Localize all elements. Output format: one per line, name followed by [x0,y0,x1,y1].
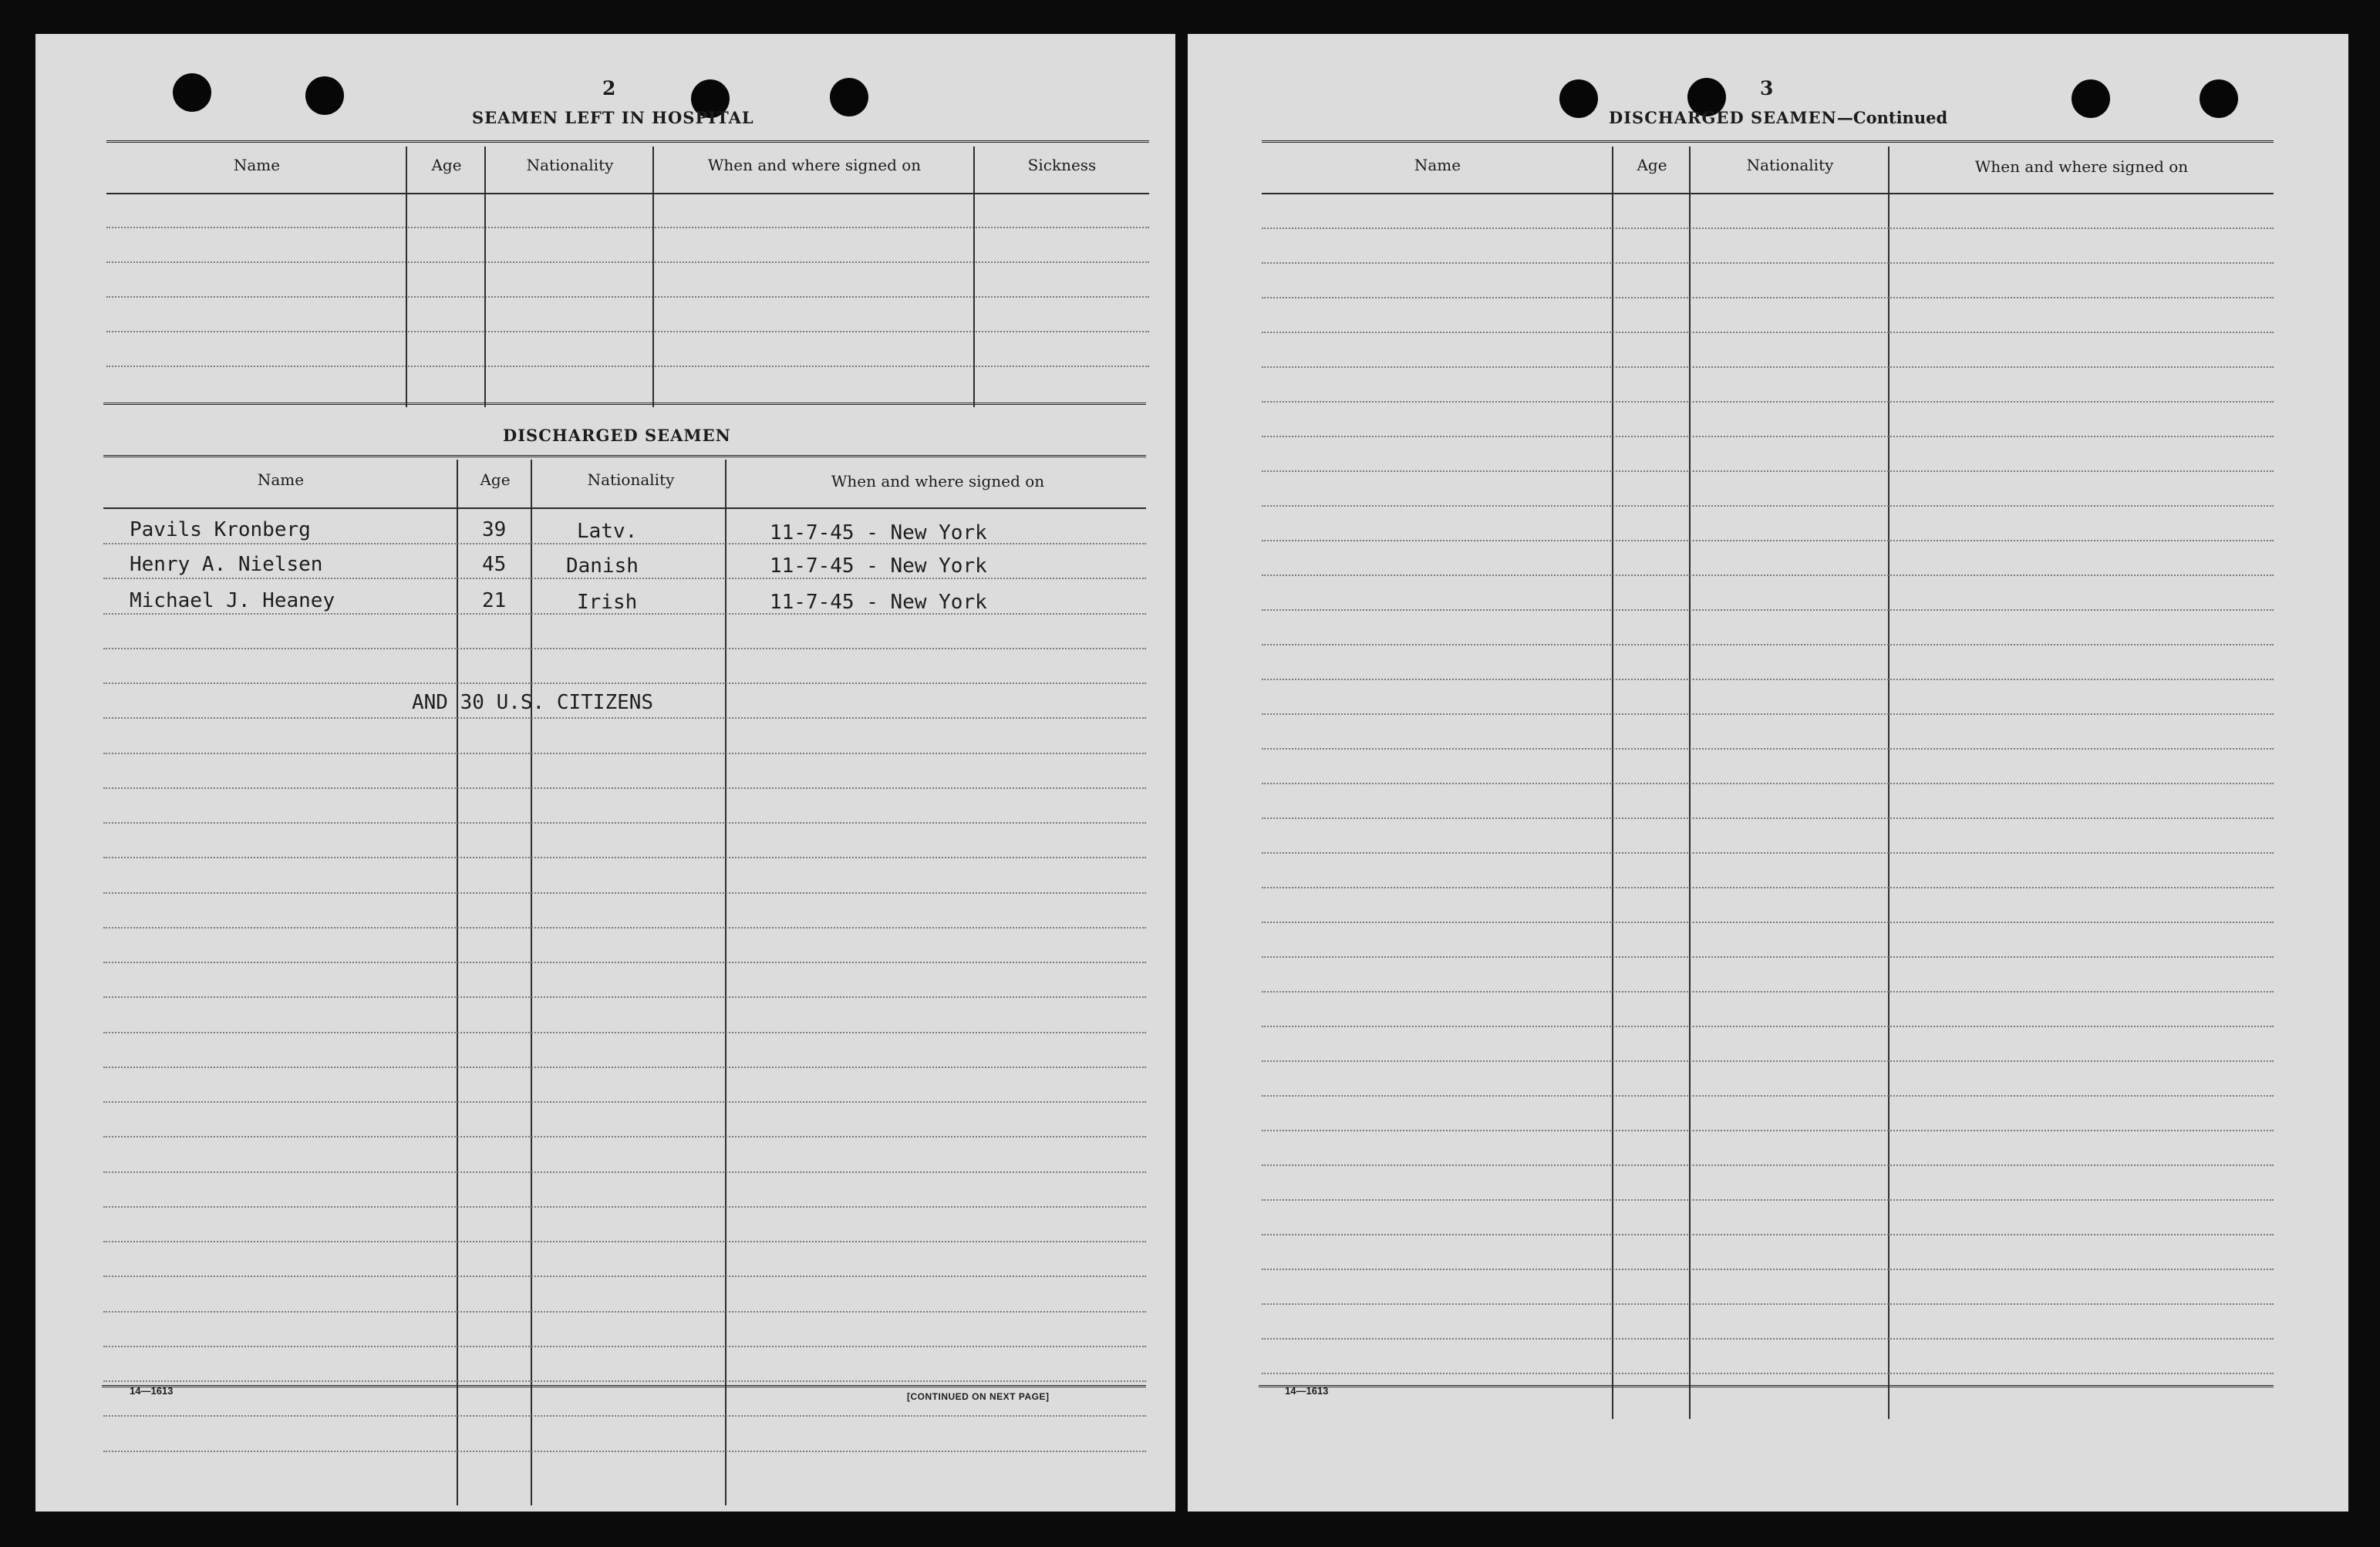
seaman-age: 21 [482,589,507,612]
table-ruling [106,366,1149,367]
hospital-col-age: Age [431,156,462,174]
table-divider [652,147,654,407]
col-nationality: Nationality [1746,156,1834,174]
table-ruling [103,682,1146,684]
table-ruling [103,1346,1146,1347]
table-ruling [1262,436,2274,437]
discharged-col-age: Age [480,470,511,489]
col-name: Name [1414,156,1461,174]
punch-hole [173,73,211,112]
table-ruling [106,331,1149,332]
table-ruling [1262,470,2274,472]
table-ruling [106,261,1149,263]
table-ruling [1262,297,2274,298]
seaman-nationality: Latv. [577,520,638,543]
form-number: 14—1613 [1285,1385,1329,1397]
discharged-col-signed-on: When and where signed on [831,472,1045,490]
table-ruling [103,578,1146,579]
table-ruling [1262,540,2274,541]
table-ruling [1262,401,2274,403]
table-ruling [103,1311,1146,1313]
hospital-col-name: Name [233,156,281,174]
table-top-rule [1262,140,2274,146]
seaman-nationality: Irish [577,591,638,614]
table-ruling [103,787,1146,789]
hospital-col-nationality: Nationality [526,156,614,174]
hospital-col-sickness: Sickness [1027,156,1097,174]
hospital-table-top-rule [106,140,1149,146]
table-ruling [103,1101,1146,1103]
table-divider [457,460,458,1505]
table-ruling [1262,852,2274,854]
table-ruling [1262,1234,2274,1235]
table-ruling [103,1380,1146,1382]
table-ruling [1262,1060,2274,1062]
col-age: Age [1637,156,1667,174]
col-signed-on: When and where signed on [1974,157,2189,176]
page-number: 3 [1760,77,1774,99]
table-ruling [1262,817,2274,819]
table-ruling [1262,1026,2274,1027]
table-ruling [1262,783,2274,784]
hospital-col-signed-on: When and where signed on [707,156,922,174]
table-ruling [1262,956,2274,958]
table-ruling [1262,922,2274,923]
page-bottom-rule [1259,1385,2274,1390]
table-ruling [103,1206,1146,1208]
table-ruling [103,857,1146,858]
seaman-age: 45 [482,553,507,576]
table-ruling [1262,1199,2274,1201]
table-ruling [103,892,1146,894]
seaman-signed-on: 11-7-45 - New York [770,554,987,578]
seaman-nationality: Danish [566,554,639,578]
seaman-name: Pavils Kronberg [130,518,311,541]
table-ruling [1262,991,2274,993]
seaman-name: Michael J. Heaney [130,589,335,612]
punch-hole [2072,79,2110,118]
table-divider [725,460,726,1505]
punch-hole [830,78,868,116]
punch-hole [2200,79,2238,118]
table-divider [531,460,532,1505]
table-ruling [103,1136,1146,1138]
header-rule [1262,193,2274,194]
table-ruling [103,1241,1146,1242]
table-ruling [1262,748,2274,750]
discharged-table-top-rule [103,455,1146,460]
table-ruling [103,927,1146,929]
table-ruling [103,1276,1146,1277]
discharged-section-title: DISCHARGED SEAMEN [503,426,731,445]
discharged-continued-title [1609,108,1947,127]
table-ruling [103,1067,1146,1068]
hospital-table-bottom-rule [103,403,1146,408]
table-ruling [103,753,1146,754]
table-ruling [1262,1130,2274,1131]
title-main: DISCHARGED SEAMEN [1609,108,1837,127]
right-page [1188,34,2348,1512]
table-ruling [103,822,1146,824]
hospital-header-rule [106,193,1149,194]
page-bottom-rule [102,1385,1146,1390]
table-ruling [103,1032,1146,1033]
citizens-note: AND 30 U.S. CITIZENS [412,691,654,714]
table-ruling [103,996,1146,998]
continued-note: [CONTINUED ON NEXT PAGE] [907,1391,1050,1402]
table-ruling [103,717,1146,719]
table-ruling [103,1171,1146,1173]
seaman-name: Henry A. Nielsen [130,553,323,576]
table-ruling [1262,575,2274,576]
table-ruling [1262,1338,2274,1340]
table-ruling [103,1415,1146,1417]
table-ruling [1262,609,2274,611]
seaman-signed-on: 11-7-45 - New York [770,591,987,614]
table-ruling [1262,679,2274,680]
hospital-section-title: SEAMEN LEFT IN HOSPITAL [472,108,754,127]
discharged-col-name: Name [257,470,305,489]
page-number: 2 [602,77,616,99]
seaman-age: 39 [482,518,507,541]
table-ruling [1262,1095,2274,1097]
table-ruling [1262,1164,2274,1166]
table-divider [406,147,407,407]
table-ruling [1262,1373,2274,1374]
seaman-signed-on: 11-7-45 - New York [770,521,987,544]
table-ruling [103,1451,1146,1452]
table-divider [973,147,975,407]
title-suffix: —Continued [1836,108,1948,127]
table-ruling [1262,644,2274,645]
table-ruling [1262,505,2274,507]
table-ruling [1262,332,2274,333]
table-ruling [1262,228,2274,229]
table-ruling [103,648,1146,649]
discharged-header-rule [103,507,1146,509]
table-ruling [106,296,1149,298]
form-number: 14—1613 [130,1385,174,1397]
table-ruling [106,227,1149,228]
table-ruling [103,543,1146,544]
table-ruling [1262,713,2274,715]
table-divider [484,147,486,407]
left-page [35,34,1175,1512]
discharged-col-nationality: Nationality [587,470,675,489]
table-ruling [1262,887,2274,888]
table-ruling [103,962,1146,963]
table-ruling [1262,366,2274,368]
table-ruling [1262,1269,2274,1270]
table-ruling [1262,1303,2274,1305]
punch-hole [1559,79,1598,118]
table-ruling [1262,262,2274,264]
punch-hole [305,76,344,115]
